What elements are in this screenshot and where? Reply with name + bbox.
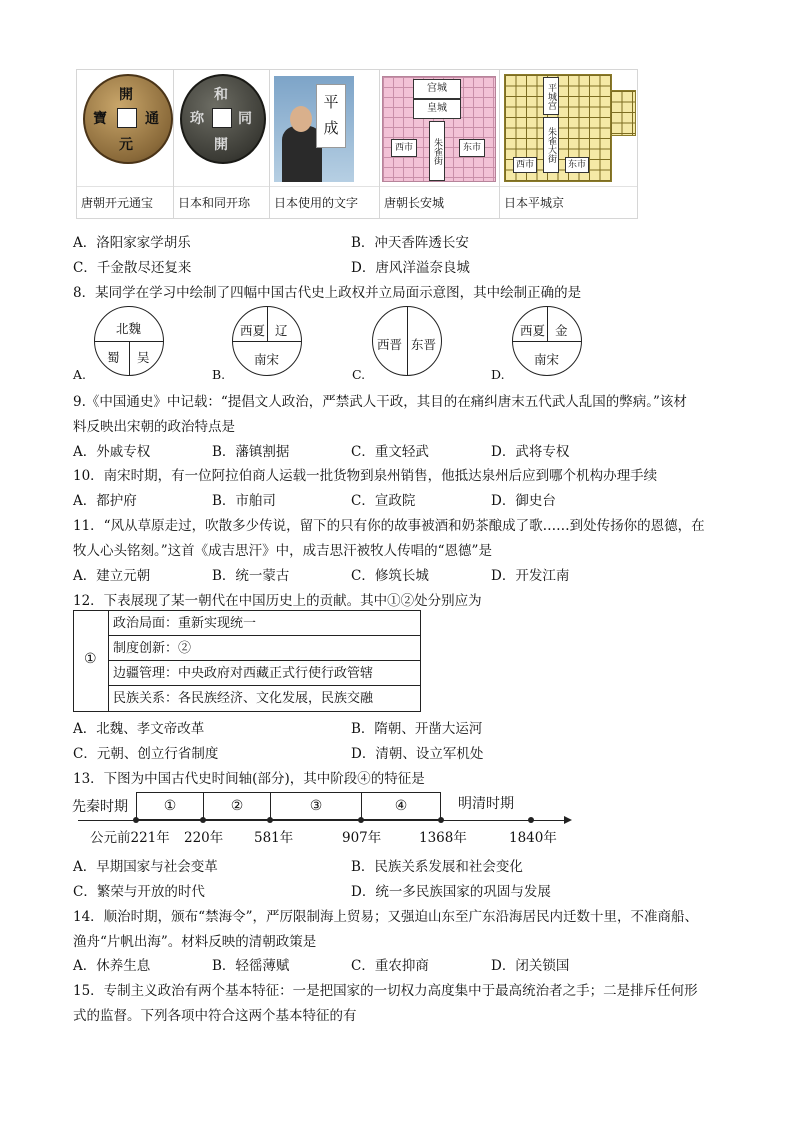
q9-option-d: D．武将专权 xyxy=(491,444,570,460)
sign-char: 成 xyxy=(323,119,339,137)
q12-option-c: C．元朝、创立行省制度 xyxy=(73,746,219,762)
q10-option-d: D．御史台 xyxy=(491,493,556,509)
q10-option-a: A．都护府 xyxy=(73,493,137,509)
timeline-stage-2: ② xyxy=(203,792,271,820)
timeline-dot xyxy=(133,817,139,823)
dynasty-contribution-table xyxy=(73,610,421,712)
timeline-dot xyxy=(358,817,364,823)
q14-option-a: A．休养生息 xyxy=(73,958,151,974)
heijo-zhuque-street xyxy=(543,117,559,173)
table-row: 民族关系：各民族经济、文化发展，民族交融 xyxy=(113,691,374,706)
diagram-region-label: 东晋 xyxy=(411,337,437,352)
map-label: 平城宫 xyxy=(546,82,556,110)
sign-char: 平 xyxy=(323,93,339,111)
q9-option-b: B．藩镇割据 xyxy=(212,444,290,460)
q12-option-b: B．隋朝、开凿大运河 xyxy=(351,721,483,737)
coin-char: 元 xyxy=(119,137,133,153)
q7-option-a: A．洛阳家家学胡乐 xyxy=(73,235,191,251)
diagram-c-letter: C. xyxy=(352,367,366,382)
question-9-line1: 9.《中国通史》中记载：“提倡文人政治，严禁武人干政，其目的在痛纠唐末五代武人乱国的弊病。”该材 xyxy=(73,394,687,410)
image-caption: 唐朝长安城 xyxy=(384,196,445,210)
question-14-line1: 14．顺治时期，颁布“禁海令”，严厉限制海上贸易；又强迫山东至广东沿海居民内迁数十里，不准商船、 xyxy=(73,909,698,925)
q13-option-a: A．早期国家与社会变革 xyxy=(73,859,218,875)
image-cell-changan-map xyxy=(380,70,500,218)
timeline-arrow-icon xyxy=(564,816,572,824)
map-label: 西市 xyxy=(394,143,413,153)
wado-coin-image xyxy=(180,74,266,164)
image-caption: 唐朝开元通宝 xyxy=(81,196,154,210)
q11-option-c: C．修筑长城 xyxy=(351,568,429,584)
diagram-region-label: 南宋 xyxy=(254,352,280,367)
diagram-b-pie xyxy=(232,306,302,376)
diagram-region-label: 蜀 xyxy=(107,350,120,365)
zhuque-street xyxy=(429,121,445,181)
q12-option-a: A．北魏、孝文帝改革 xyxy=(73,721,205,737)
question-15-line2: 式的监督。下列各项中符合这两个基本特征的有 xyxy=(73,1008,357,1024)
map-label: 宫城 xyxy=(427,83,447,94)
diagram-region-label: 西夏 xyxy=(240,323,266,338)
timeline-axis xyxy=(78,820,566,821)
diagram-region-label: 南宋 xyxy=(534,352,560,367)
diagram-c-pie xyxy=(372,306,442,376)
palace-city-block xyxy=(413,79,461,99)
timeline-dot xyxy=(267,817,273,823)
diagram-region-label: 吴 xyxy=(137,350,150,365)
map-label: 朱雀大街 xyxy=(546,127,556,163)
question-15-line1: 15．专制主义政治有两个基本特征：一是把国家的一切权力高度集中于最高统治者之手；二是排斥任何形 xyxy=(73,983,698,999)
diagram-d-letter: D. xyxy=(491,367,505,382)
question-11-line2: 牧人心头铭刻。”这首《成吉思汗》中，成吉思汗被牧人传唱的“恩德”是 xyxy=(73,543,492,559)
table-row: 边疆管理：中央政府对西藏正式行使行政管辖 xyxy=(109,661,420,686)
table-dynasty-cell xyxy=(74,611,109,711)
q7-option-d: D．唐风洋溢奈良城 xyxy=(351,260,470,276)
coin-char: 珎 xyxy=(190,111,204,127)
coin-char: 和 xyxy=(214,87,228,103)
diagram-b-letter: B. xyxy=(212,367,226,382)
q14-option-d: D．闭关锁国 xyxy=(491,958,570,974)
timeline-stage-1: ① xyxy=(136,792,204,820)
diagram-region-label: 辽 xyxy=(275,323,288,338)
coin-char: 開 xyxy=(119,87,133,103)
q13-option-b: B．民族关系发展和社会变化 xyxy=(351,859,523,875)
map-label: 东市 xyxy=(567,160,586,170)
question-12-stem: 12．下表展现了某一朝代在中国历史上的贡献。其中①②处分别应为 xyxy=(73,593,482,609)
timeline-stage-3: ③ xyxy=(270,792,362,820)
q14-option-b: B．轻徭薄赋 xyxy=(212,958,290,974)
timeline-year: 581年 xyxy=(254,830,294,846)
q10-option-c: C．宣政院 xyxy=(351,493,416,509)
heijo-outer-block xyxy=(610,90,636,136)
timeline-stage-4: ④ xyxy=(361,792,441,820)
q11-option-a: A．建立元朝 xyxy=(73,568,151,584)
question-10-stem: 10．南宋时期，有一位阿拉伯商人运载一批货物到泉州销售，他抵达泉州后应到哪个机构办理手续 xyxy=(73,468,658,484)
heijo-east-market xyxy=(565,157,589,173)
q7-option-c: C．千金散尽还复来 xyxy=(73,260,192,276)
question-13-stem: 13．下图为中国古代史时间轴(部分)，其中阶段④的特征是 xyxy=(73,771,425,787)
timeline-start-label: 先秦时期 xyxy=(72,799,128,815)
diagram-a-pie xyxy=(94,306,164,376)
heijo-west-market xyxy=(513,157,537,173)
timeline-dot xyxy=(438,817,444,823)
question-14-line2: 渔舟“片帆出海”。材料反映的清朝政策是 xyxy=(73,934,317,950)
timeline-dot xyxy=(528,817,534,823)
coin-char: 開 xyxy=(214,137,228,153)
coin-char: 同 xyxy=(238,111,252,127)
coin-char: 寶 xyxy=(93,111,107,127)
map-label: 皇城 xyxy=(427,103,447,114)
coin-char: 通 xyxy=(145,111,159,127)
imperial-city-block xyxy=(413,99,461,119)
q9-option-a: A．外戚专权 xyxy=(73,444,151,460)
image-cell-wado-coin xyxy=(174,70,270,218)
east-market-block xyxy=(459,139,485,157)
question-9-line2: 料反映出宋朝的政治特点是 xyxy=(73,419,235,435)
q14-option-c: C．重农抑商 xyxy=(351,958,429,974)
changan-plan xyxy=(382,76,496,182)
diagram-region-label: 北魏 xyxy=(116,321,142,336)
map-label: 西市 xyxy=(515,160,534,170)
q13-option-c: C．繁荣与开放的时代 xyxy=(73,884,205,900)
diagram-region-label: 西夏 xyxy=(520,323,546,338)
q7-option-b: B．冲天香阵透长安 xyxy=(351,235,469,251)
timeline-end-label: 明清时期 xyxy=(458,796,514,812)
q11-option-d: D．开发江南 xyxy=(491,568,570,584)
image-caption: 日本平城京 xyxy=(504,196,565,210)
map-label: 东市 xyxy=(462,143,481,153)
image-caption: 日本和同开珎 xyxy=(178,196,251,210)
heijo-palace-block xyxy=(543,77,559,115)
west-market-block xyxy=(391,139,417,157)
diagram-region-label: 金 xyxy=(555,323,568,338)
image-table xyxy=(76,69,638,219)
heisei-photo xyxy=(274,76,354,182)
timeline-year: 1368年 xyxy=(419,830,467,846)
person-head xyxy=(290,106,312,132)
kaiyuan-coin-image xyxy=(83,74,173,164)
q12-option-d: D．清朝、设立军机处 xyxy=(351,746,484,762)
timeline-year: 公元前221年 xyxy=(90,830,170,846)
map-label: 朱雀街 xyxy=(432,137,442,165)
question-11-line1: 11．“风从草原走过，吹散多少传说，留下的只有你的故事被酒和奶茶酿成了歌……到处传扬你的恩德，在 xyxy=(73,518,705,534)
q13-option-d: D．统一多民族国家的巩固与发展 xyxy=(351,884,551,900)
heijo-plan xyxy=(504,74,612,182)
diagram-region-label: 西晋 xyxy=(377,337,403,352)
image-cell-heijo-map xyxy=(500,70,637,218)
q10-option-b: B．市舶司 xyxy=(212,493,276,509)
timeline-year: 1840年 xyxy=(509,830,557,846)
heisei-sign xyxy=(316,84,346,148)
table-row: 政治局面：重新实现统一 xyxy=(109,611,420,636)
image-cell-heisei-photo xyxy=(270,70,380,218)
q9-option-c: C．重文轻武 xyxy=(351,444,429,460)
question-8-stem: 8．某同学在学习中绘制了四幅中国古代史上政权并立局面示意图，其中绘制正确的是 xyxy=(73,285,582,301)
q11-option-b: B．统一蒙古 xyxy=(212,568,290,584)
image-caption: 日本使用的文字 xyxy=(274,196,359,210)
table-row: 制度创新：② xyxy=(109,636,420,661)
timeline-year: 907年 xyxy=(342,830,382,846)
image-cell-kaiyuan-coin xyxy=(77,70,174,218)
diagram-a-letter: A. xyxy=(73,367,87,382)
timeline-dot xyxy=(200,817,206,823)
table-dynasty-marker: ① xyxy=(84,651,97,667)
diagram-d-pie xyxy=(512,306,582,376)
timeline-year: 220年 xyxy=(184,830,224,846)
